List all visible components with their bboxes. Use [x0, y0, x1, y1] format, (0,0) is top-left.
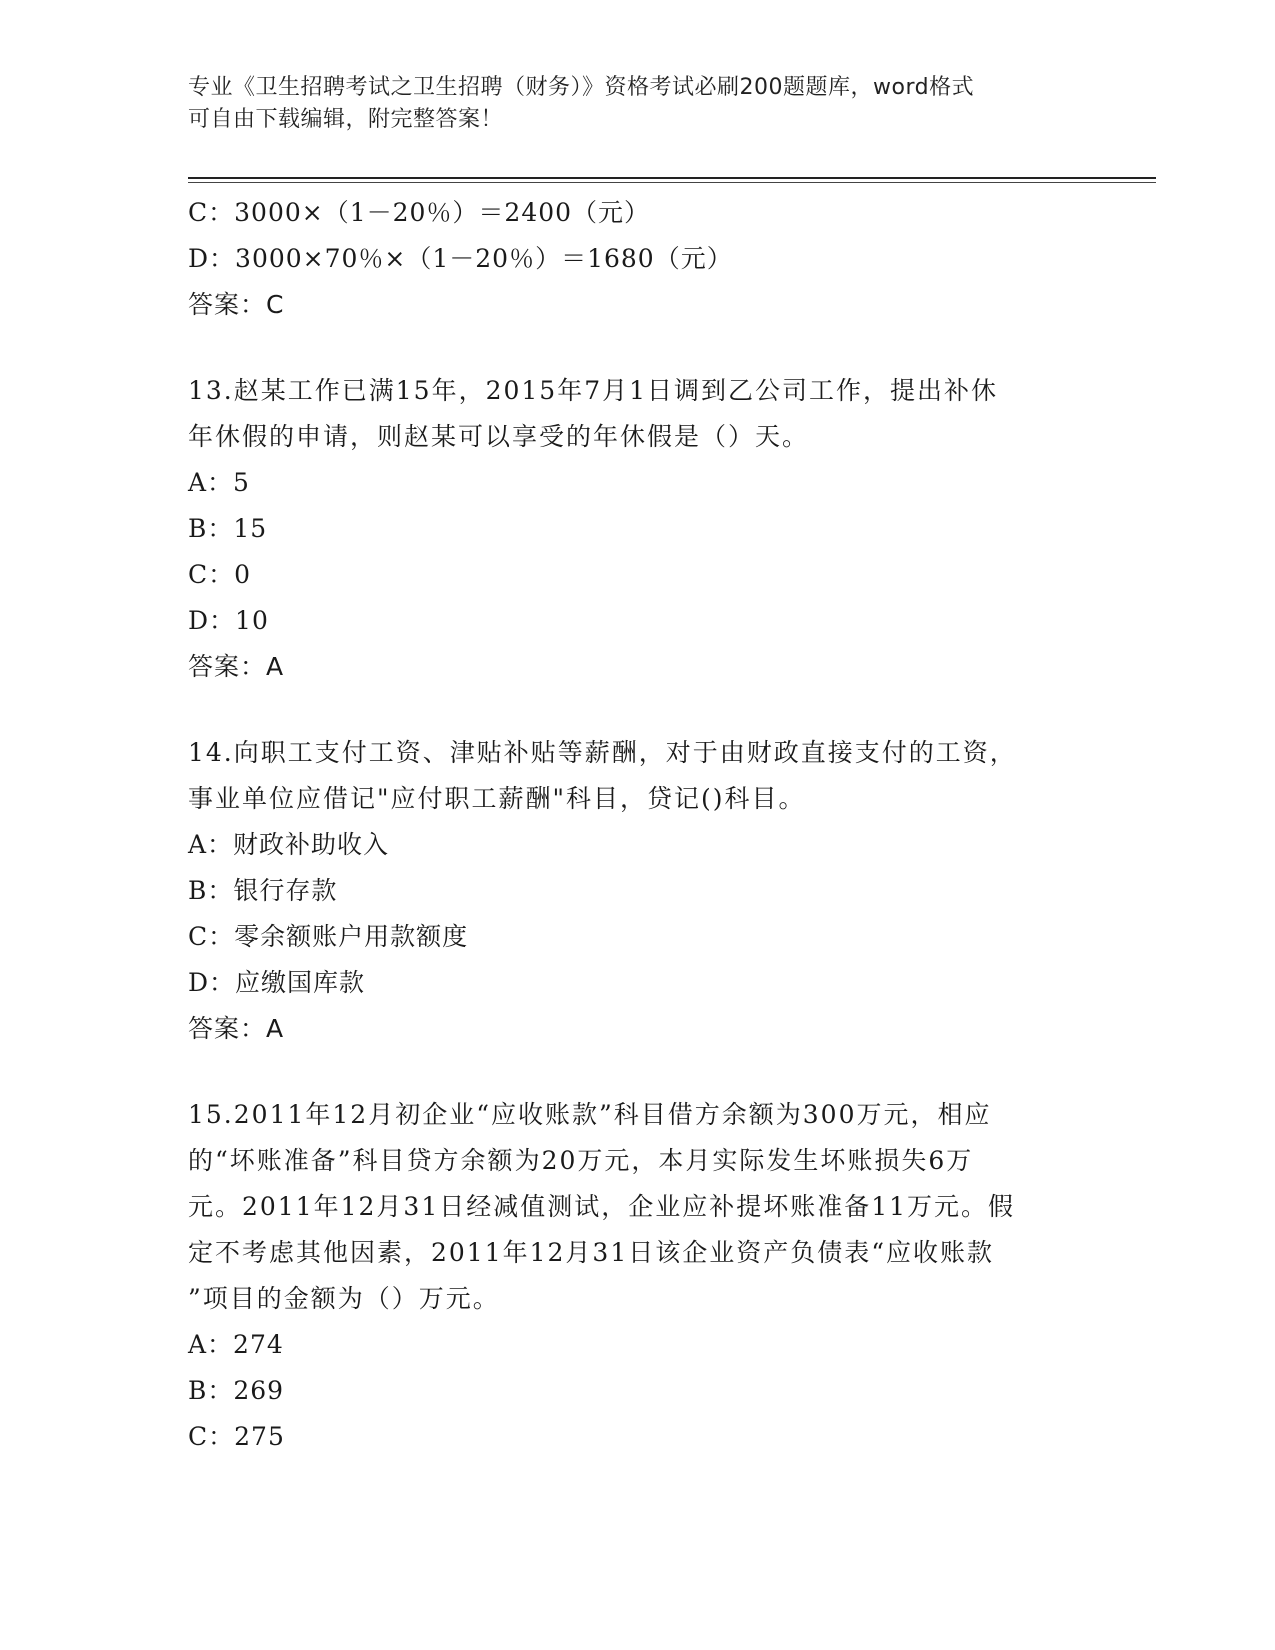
- previous-question-tail: [188, 190, 1088, 328]
- stem-line: 13.赵某工作已满15年，2015年7月1日调到乙公司工作，提出补休: [188, 376, 999, 405]
- question-stem: [188, 368, 1088, 460]
- option-c: C：0: [188, 560, 252, 589]
- stem-line: 年休假的申请，则赵某可以享受的年休假是（）天。: [188, 422, 810, 451]
- question-14: [188, 730, 1088, 1052]
- option-a: A：5: [188, 468, 250, 497]
- stem-line: 的“坏账准备”科目贷方余额为20万元，本月实际发生坏账损失6万: [188, 1146, 974, 1175]
- stem-line: 定不考虑其他因素，2011年12月31日该企业资产负债表“应收账款: [188, 1238, 995, 1267]
- option-c: C：275: [188, 1422, 285, 1451]
- answer-line: 答案：A: [188, 1014, 285, 1043]
- option-c: C：零余额账户用款额度: [188, 922, 469, 951]
- document-body: [188, 190, 1088, 1460]
- header-divider-thin: [188, 182, 1156, 183]
- option-b: B：269: [188, 1376, 285, 1405]
- header-divider-thick: [188, 177, 1156, 179]
- header-line-2: 可自由下载编辑，附完整答案！: [188, 107, 504, 132]
- answer-line: 答案：C: [188, 290, 285, 319]
- stem-line: 元。2011年12月31日经减值测试，企业应补提坏账准备11万元。假: [188, 1192, 1016, 1221]
- header-line-1: 专业《卫生招聘考试之卫生招聘（财务）》资格考试必刷200题题库，word格式: [188, 75, 975, 100]
- stem-line: 14.向职工支付工资、津贴补贴等薪酬，对于由财政直接支付的工资，: [188, 738, 1017, 767]
- stem-line: 事业单位应借记"应付职工薪酬"科目，贷记()科目。: [188, 784, 806, 813]
- option-a: A：274: [188, 1330, 284, 1359]
- option-a: A：财政补助收入: [188, 830, 390, 859]
- stem-line: ”项目的金额为（）万元。: [188, 1284, 500, 1313]
- stem-line: 15.2011年12月初企业“应收账款”科目借方余额为300万元，相应: [188, 1100, 992, 1129]
- document-header: [188, 72, 1088, 136]
- option-b: B：银行存款: [188, 876, 338, 905]
- option-c: C：3000×（1－20％）＝2400（元）: [188, 198, 651, 227]
- option-d: D：应缴国库款: [188, 968, 366, 997]
- question-15: [188, 1092, 1088, 1460]
- answer-line: 答案：A: [188, 652, 285, 681]
- question-13: [188, 368, 1088, 690]
- question-stem: [188, 730, 1088, 822]
- option-d: D：3000×70％×（1－20％）＝1680（元）: [188, 244, 733, 273]
- question-stem: [188, 1092, 1088, 1322]
- option-d: D：10: [188, 606, 269, 635]
- option-b: B：15: [188, 514, 268, 543]
